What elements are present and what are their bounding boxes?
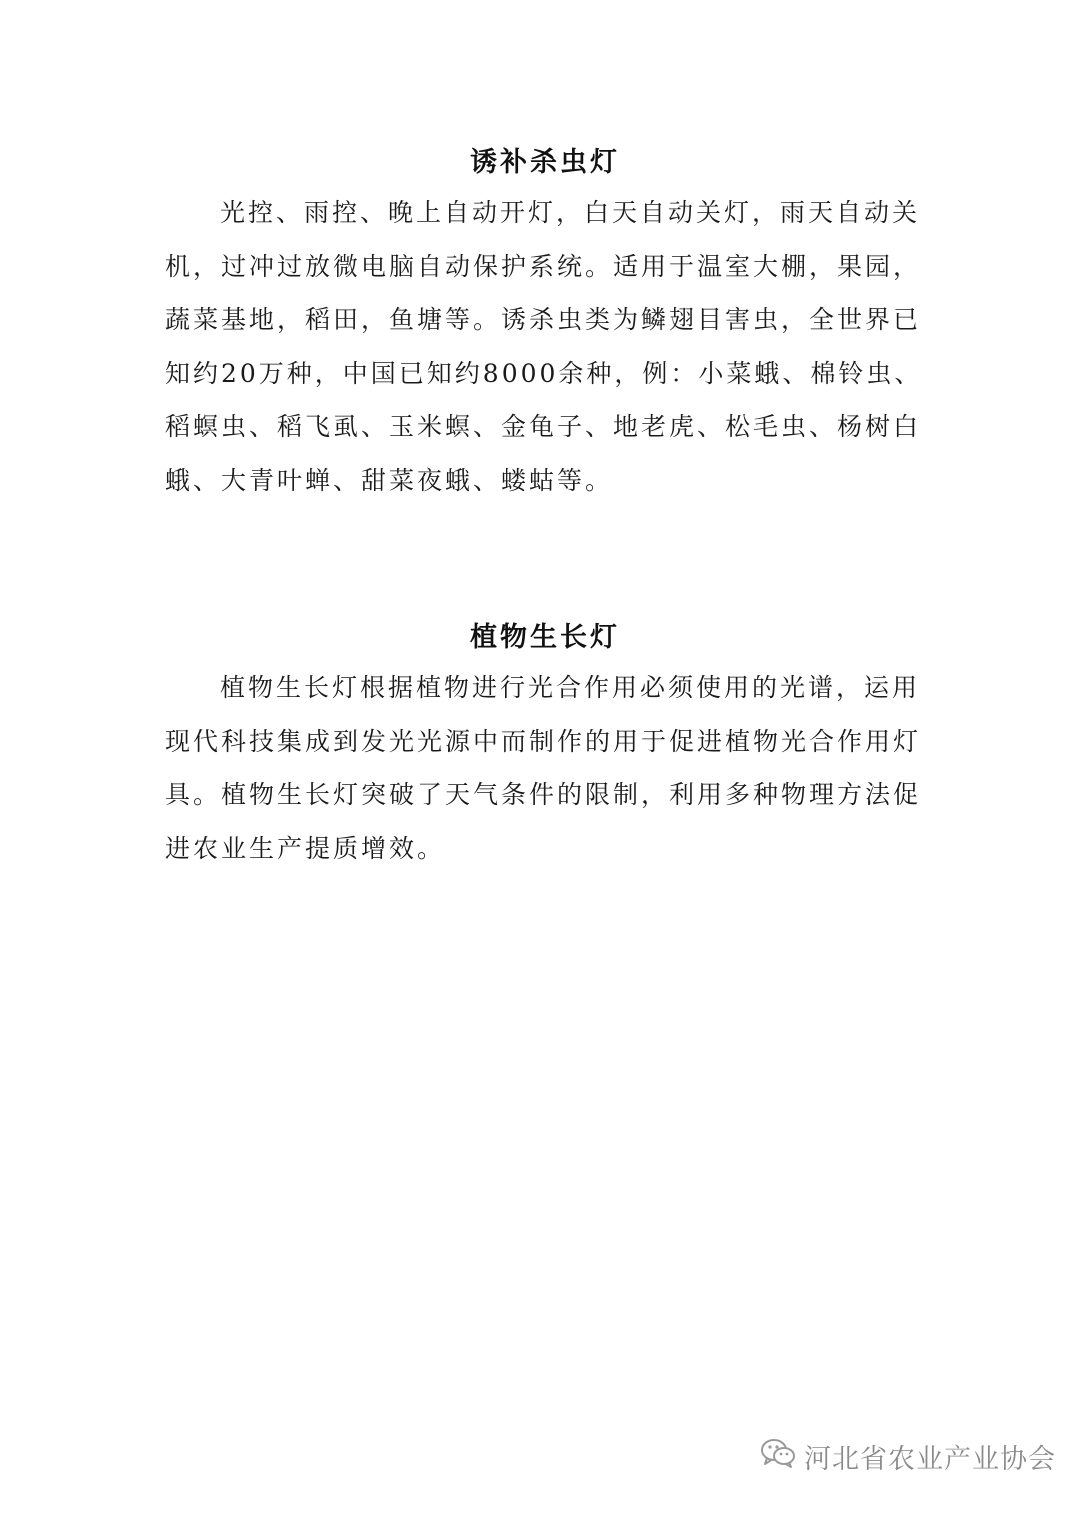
watermark: [760, 1436, 1056, 1476]
section-plant-grow-lamp: [165, 615, 925, 875]
section-title: 诱补杀虫灯: [470, 147, 620, 178]
section-body: 光控、雨控、晚上自动开灯，白天自动关灯，雨天自动关机，过冲过放微电脑自动保护系统。适用于温室大棚，果园，蔬菜基地，稻田，鱼塘等。诱杀虫类为鳞翅目害虫，全世界已知约20万种，中国已知约8000余种，例：小菜蛾、棉铃虫、稻螟虫、稻飞虱、玉米螟、金龟子、地老虎、松毛虫、杨树白蛾、大青叶蝉、甜菜夜蛾、蝼蛄等。: [165, 198, 923, 495]
section-insect-lamp: [165, 140, 925, 507]
section-title: 植物生长灯: [470, 622, 620, 653]
section-body: 植物生长灯根据植物进行光合作用必须使用的光谱，运用现代科技集成到发光光源中而制作的用于促进植物光合作用灯具。植物生长灯突破了天气条件的限制，利用多种物理方法促进农业生产提质增效。: [165, 673, 922, 863]
wechat-icon: [760, 1437, 804, 1476]
watermark-text: 河北省农业产业协会: [804, 1443, 1056, 1475]
